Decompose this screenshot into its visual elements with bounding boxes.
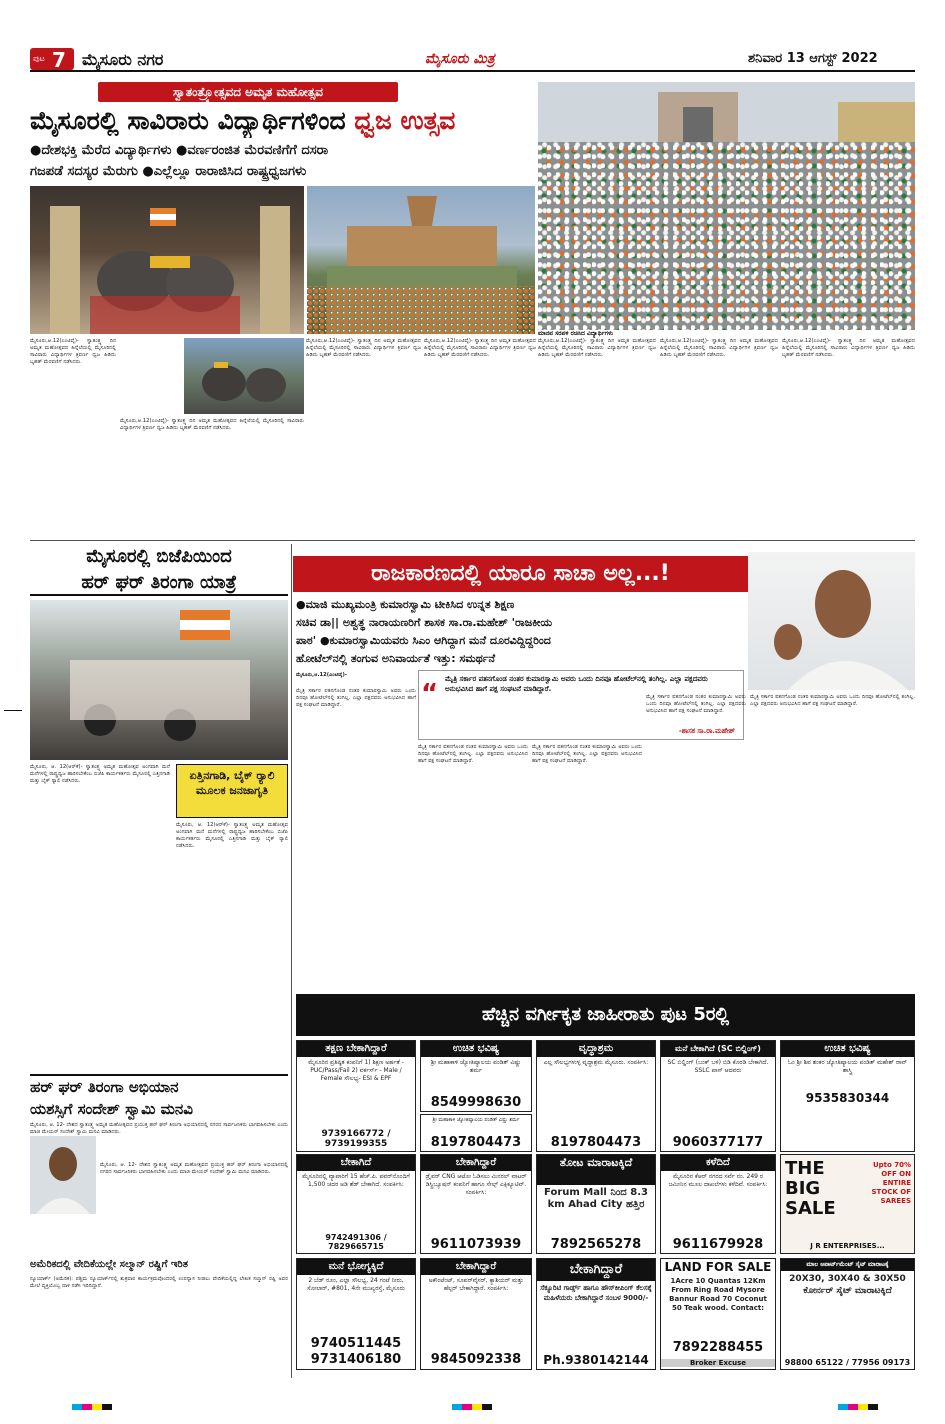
ad-box: [536, 1040, 656, 1152]
bjp-body-col2: ಮೈಸೂರು, ಆ. 12(ಆರ್‌ಕೆ)- ಸ್ವಾತಂತ್ರ್ಯ ಅಮೃತ ಮಹೋತ್ಸವ ಅಂಗವಾಗಿ ಮನೆ ಮನೆಗಳಲ್ಲಿ ರಾಷ್ಟ್ರಧ್ವಜ ಹಾರಿಸಬೇಕೆಂಬ ಬಿಜೆಪಿ ಕಾರ್ಯಕರ್ತರು ಮೈಸೂರಲ್ಲಿ ಎತ್ತಿನಗಾಡಿ ಮತ್ತು ಬೈಕ್ ರ‍್ಯಾಲಿ ನಡೆಸಿದರು.: [176, 822, 288, 849]
ad-body: ಅಕೌಂಟೆಂಟ್, ಸೂಪರ್‌ವೈಸರ್, ಕ್ಯಾಶಿಯರ್ ಮತ್ತು ಹೆಲ್ಪರ್ ಬೇಕಾಗಿದ್ದಾರೆ. ಸಂಪರ್ಕಿಸಿ:: [428, 1277, 524, 1292]
quote-mark-icon: “: [421, 679, 439, 709]
margin-mark: [4, 710, 22, 711]
lead-body-col3: ಮೈಸೂರು,ಆ.12(ಎಂಟಿವೈ)- ಸ್ವಾತಂತ್ರ್ಯ ದಿನ ಅಮೃತ ಮಹೋತ್ಸವದ ಹಿನ್ನೆಲೆಯಲ್ಲಿ ಮೈಸೂರಿನಲ್ಲಿ ಸಾವಿರಾರು ವಿದ್ಯಾರ್ಥಿಗಳ ತ್ರಿವರ್ಣ ಧ್ವಜ ಹಿಡಿದು ಬೃಹತ್ ಮೆರವಣಿಗೆ ನಡೆಸಿದರು.: [306, 338, 421, 358]
ad-body: ಮೈಸೂರಿನ ಕೆಆರ್ ನಗರದ ಸರ್ವೆ ನಂ. 249 ರ ಜಮೀನಿನ ಮೂಲ ದಾಖಲೆಗಳು ಕಳೆದಿವೆ. ಸಂಪರ್ಕಿಸಿ:: [668, 1173, 768, 1188]
classifieds-banner-text: ಹೆಚ್ಚಿನ ವರ್ಗೀಕೃತ ಜಾಹೀರಾತು ಪುಟ 5ರಲ್ಲಿ: [481, 1004, 729, 1025]
palace-photo: [307, 186, 535, 334]
ad-title: ಮಾಲ ಅಪಾರ್ಟ್‌ಮೆಂಟ್ ಸೈಟ್ ಮಾರಾಟಕ್ಕೆ: [781, 1259, 914, 1271]
ad-phone: 7892565278: [550, 1237, 642, 1252]
ad-phone: 9740511445: [310, 1336, 402, 1351]
ad-body: Forum Mall ನಿಂದ 8.3 km Ahad City ಹತ್ತಿರ: [544, 1187, 648, 1210]
palace-gate-illustration: [538, 82, 915, 330]
lead-bullet-line: ಗಜಪಡೆ ಸದಸ್ಯರ ಮೆರುಗು ●ಎಲ್ಲೆಲ್ಲೂ ರಾರಾಜಿಸಿದ ರಾಷ್ಟ್ರಧ್ವಜಗಳು: [30, 164, 307, 179]
ad-title: ಉಚಿತ ಭವಿಷ್ಯ: [421, 1041, 531, 1057]
ad-box: [296, 1258, 416, 1370]
abhiyana-headline: [30, 1074, 288, 1118]
print-color-marks: [452, 1404, 492, 1410]
lead-body-col6: ಮೈಸೂರು,ಆ.12(ಎಂಟಿವೈ)- ಸ್ವಾತಂತ್ರ್ಯ ದಿನ ಅಮೃತ ಮಹೋತ್ಸವದ ಹಿನ್ನೆಲೆಯಲ್ಲಿ ಮೈಸೂರಿನಲ್ಲಿ ಸಾವಿರಾರು ವಿದ್ಯಾರ್ಥಿಗಳ ತ್ರಿವರ್ಣ ಧ್ವಜ ಹಿಡಿದು ಬೃಹತ್ ಮೆರವಣಿಗೆ ನಡೆಸಿದರು.: [660, 338, 778, 358]
politics-headline: [293, 556, 748, 592]
ad-body: ಮೈಸೂರಿನಲ್ಲಿ ವ್ಯಾಪಾರಿಗೆ 15 ಹೆಚ್.ಪಿ. ಪವರ್‌ನೊಂದಿಗೆ 1,500 ಚದರ ಅಡಿ ಶೆಡ್ ಬೇಕಾಗಿದೆ. ಸಂಪರ್ಕಿಸಿ:: [302, 1173, 410, 1188]
big-sale-brand: J R ENTERPRISES...: [810, 1242, 885, 1250]
ad-title: ಬೇಕಾಗಿದ್ದಾರೆ: [537, 1259, 655, 1281]
lead-bullet-line: ●ದೇಶಭಕ್ತಿ ಮೆರೆದ ವಿದ್ಯಾರ್ಥಿಗಳು ●ವರ್ಣರಂಜಿತ ಮೆರವಣಿಗೆಗೆ ದಸರಾ: [30, 143, 329, 158]
ad-title: ಬೇಕಾಗಿದೆ: [297, 1155, 415, 1171]
ad-box: [420, 1114, 532, 1152]
ad-box: [420, 1258, 532, 1370]
elephants-street-illustration: [184, 338, 304, 414]
ad-phone: 9060377177: [672, 1135, 764, 1150]
lead-bullets: [30, 140, 540, 182]
lead-photo-caption: ಮಾನವ ಸರಪಳಿ ರಚಿಸಿದ ವಿದ್ಯಾರ್ಥಿಗಳು: [538, 330, 614, 337]
ad-phone: 9611679928: [672, 1237, 764, 1252]
politics-dateline: ಮೈಸೂರು,ಆ.12(ಎಂಟಿವೈ)-: [296, 672, 348, 678]
ad-phone: 9739166772 / 9739199355: [321, 1129, 391, 1149]
elephant-photo: [30, 186, 304, 334]
ad-phone: Ph.9380142144: [543, 1353, 649, 1367]
politics-quote-author: -ಶಾಸಕ ಸಾ.ರಾ.ಮಹೇಶ್: [678, 727, 735, 735]
ad-phone: 9611073939: [430, 1237, 522, 1252]
abhiyana-body-wrap: ಮೈಸೂರು, ಆ. 12- ದೇಶದ ಸ್ವಾತಂತ್ರ್ಯ ಅಮೃತ ಮಹೋತ್ಸವದ ಪ್ರಯುಕ್ತ ಹರ್ ಘರ್ ತಿರಂಗಾ ಅಭಿಯಾನದಲ್ಲಿ ನಗರದ ಸಾರ್ವಜನಿಕರು ಭಾಗವಹಿಸಬೇಕು ಎಂದು ಮಾಜಿ ಮೇಯರ್ ಸಂದೇಶ್ ಸ್ವಾಮಿ ಮನವಿ ಮಾಡಿದರು.: [100, 1162, 288, 1175]
lead-kicker: [98, 82, 398, 102]
ad-box: [660, 1258, 776, 1370]
salman-headline: [30, 1256, 288, 1274]
ad-box: [780, 1040, 915, 1152]
bjp-headline-line2: ಹರ್ ಘರ್ ತಿರಂಗಾ ಯಾತ್ರೆ: [81, 572, 237, 593]
politics-body-col3: ಮೈತ್ರಿ ಸರ್ಕಾರ ಪತನಗೊಂಡ ನಂತರ ಕುಮಾರಸ್ವಾಮಿ ಅವರು ಒಂದು ದಿನವೂ ಹೋಟೆಲ್‌ನಲ್ಲಿ ತಂಗಿಲ್ಲ. ಎಲ್ಲಾ ಪಕ್ಷದವರು ಅನುಭವಿಸಿದ ಹಾಗೆ ಪಕ್ಷ ಸಂಘಟನೆ ಮಾಡಿದ್ದಾರೆ.: [532, 744, 642, 764]
section-divider: [30, 540, 915, 541]
ad-body: ಮೈಸೂರಿನ ಪ್ರತಿಷ್ಠಿತ ಕಂಪನಿಗೆ 1) ಶಿಕ್ಷಣ ಅರ್ಹತೆ - PUC/Pass/Fail 2) ವರ್ಕರ್ಸ್ - Male / Female ಸೌಲಭ್ಯ- ESI & EPF: [308, 1059, 404, 1082]
ad-box: [420, 1040, 532, 1112]
ad-body: ಶ್ರೀ ಮಹಾಕಾಳಿ ಜ್ಯೋತಿಷ್ಯಾಲಯ ಪಂಡಿತ್ ವಿಷ್ಣು ಶರ್ಮ: [430, 1059, 522, 1074]
politics-bullets: [296, 596, 744, 668]
ad-body: 20X30, 30X40 & 30X50 ಕೋರ್ನರ್ ಸೈಟ್ ಮಾರಾಟಕ್ಕಿದೆ: [789, 1274, 906, 1296]
politics-headline-text: ರಾಜಕಾರಣದಲ್ಲಿ ಯಾರೂ ಸಾಚಾ ಅಲ್ಲ...!: [371, 561, 670, 586]
masthead: [30, 48, 915, 72]
abhiyana-headline-line1: ಹರ್ ಘರ್ ತಿರಂಗಾ ಅಭಿಯಾನ: [30, 1078, 179, 1096]
ad-body: 1Acre 10 Quantas 12Km From Ring Road Mysore Bannur Road 70 Coconut 50 Teak wood. Contact:: [669, 1277, 767, 1312]
ad-phone: 8197804473: [550, 1135, 642, 1150]
ad-title: ಬೇಕಾಗಿದ್ದಾರೆ: [421, 1259, 531, 1275]
lead-body-col5: ಮೈಸೂರು,ಆ.12(ಎಂಟಿವೈ)- ಸ್ವಾತಂತ್ರ್ಯ ದಿನ ಅಮೃತ ಮಹೋತ್ಸವದ ಹಿನ್ನೆಲೆಯಲ್ಲಿ ಮೈಸೂರಿನಲ್ಲಿ ಸಾವಿರಾರು ವಿದ್ಯಾರ್ಥಿಗಳ ತ್ರಿವರ್ಣ ಧ್ವಜ ಹಿಡಿದು ಬೃಹತ್ ಮೆರವಣಿಗೆ ನಡೆಸಿದರು.: [538, 338, 656, 358]
ad-title: ತಕ್ಷಣ ಬೇಕಾಗಿದ್ದಾರೆ: [297, 1041, 415, 1057]
bjp-inset-title: ಏತ್ತಿನಗಾಡಿ, ಬೈಕ್ ರ‍್ಯಾಲಿ ಮೂಲಕ ಜನಜಾಗೃತಿ: [189, 769, 275, 797]
sandesh-swamy-portrait: [30, 1136, 96, 1214]
ad-phone: 98800 65122 / 77956 09173: [784, 1358, 911, 1367]
ad-box: [536, 1258, 656, 1370]
lead-headline-accent: ಧ್ವಜ ಉತ್ಸವ: [354, 106, 456, 135]
lead-body-col2: ಮೈಸೂರು,ಆ.12(ಎಂಟಿವೈ)- ಸ್ವಾತಂತ್ರ್ಯ ದಿನ ಅಮೃತ ಮಹೋತ್ಸವದ ಹಿನ್ನೆಲೆಯಲ್ಲಿ ಮೈಸೂರಿನಲ್ಲಿ ಸಾವಿರಾರು ವಿದ್ಯಾರ್ಥಿಗಳ ತ್ರಿವರ್ಣ ಧ್ವಜ ಹಿಡಿದು ಬೃಹತ್ ಮೆರವಣಿಗೆ ನಡೆಸಿದರು.: [120, 418, 304, 431]
ad-body: ಎಲ್ಲ ಸೌಲಭ್ಯಗಳುಳ್ಳ ವೃದ್ಧಾಶ್ರಮ ಮೈಸೂರು. ಸಂಪರ್ಕಿಸಿ:: [543, 1059, 649, 1066]
bike-rally-illustration: [30, 600, 288, 760]
ad-phone: 8549998630: [430, 1095, 522, 1110]
gajapade-photo: [184, 338, 304, 414]
ad-phone: 7892288455: [672, 1340, 764, 1355]
bike-rally-photo: [30, 600, 288, 760]
section-title: ಮೈಸೂರು ನಗರ: [82, 50, 164, 69]
page-label: ಪುಟ: [33, 54, 45, 63]
politics-body-col1: ಮೈತ್ರಿ ಸರ್ಕಾರ ಪತನಗೊಂಡ ನಂತರ ಕುಮಾರಸ್ವಾಮಿ ಅವರು ಒಂದು ದಿನವೂ ಹೋಟೆಲ್‌ನಲ್ಲಿ ತಂಗಿಲ್ಲ. ಎಲ್ಲಾ ಪಕ್ಷದವರು ಅನುಭವಿಸಿದ ಹಾಗೆ ಪಕ್ಷ ಸಂಘಟನೆ ಮಾಡಿದ್ದಾರೆ.: [296, 688, 416, 708]
ad-box: [420, 1154, 532, 1254]
politics-bullet-line: ಪಾಠ' ●ಕುಮಾರಸ್ವಾಮಿಯವರು ಸಿಎಂ ಆಗಿದ್ದಾಗ ಮನೆ ದೂರವಿದ್ದಿದ್ದರಿಂದ: [296, 634, 551, 647]
salman-body: ನ್ಯೂಯಾರ್ಕ್ (ಅಮೆರಿಕ): ಪಶ್ಚಿಮ ನ್ಯೂಯಾರ್ಕ್‌ನಲ್ಲಿ ಶುಕ್ರವಾರ ಕಾರ್ಯಕ್ರಮವೊಂದರಲ್ಲಿ ಉಪನ್ಯಾಸ ನೀಡಲು ವೇದಿಕೆಯಲ್ಲಿದ್ದ ಲೇಖಕ ಸಲ್ಮಾನ್ ರಷ್ದಿ ಅವರ ಮೇಲೆ ವ್ಯಕ್ತಿಯೊಬ್ಬ ದಾಳಿ ನಡೆಸಿ ಇರಿದಿದ್ದಾನೆ.: [30, 1276, 288, 1289]
ad-body: 2 ಬೆಡ್ ರೂಂ, ಎಲ್ಲಾ ಸೌಲಭ್ಯ, 24 ಗಂಟೆ ನೀರು, ಸೋಲಾರ್, #801, 4ನೇ ಮುಖ್ಯರಸ್ತೆ, ಮೈಸೂರು: [307, 1277, 405, 1292]
ad-box: [536, 1154, 656, 1254]
politics-body-col4: ಮೈತ್ರಿ ಸರ್ಕಾರ ಪತನಗೊಂಡ ನಂತರ ಕುಮಾರಸ್ವಾಮಿ ಅವರು ಒಂದು ದಿನವೂ ಹೋಟೆಲ್‌ನಲ್ಲಿ ತಂಗಿಲ್ಲ. ಎಲ್ಲಾ ಪಕ್ಷದವರು ಅನುಭವಿಸಿದ ಹಾಗೆ ಪಕ್ಷ ಸಂಘಟನೆ ಮಾಡಿದ್ದಾರೆ.: [646, 694, 746, 714]
politics-body-col5: ಮೈತ್ರಿ ಸರ್ಕಾರ ಪತನಗೊಂಡ ನಂತರ ಕುಮಾರಸ್ವಾಮಿ ಅವರು ಒಂದು ದಿನವೂ ಹೋಟೆಲ್‌ನಲ್ಲಿ ತಂಗಿಲ್ಲ. ಎಲ್ಲಾ ಪಕ್ಷದವರು ಅನುಭವಿಸಿದ ಹಾಗೆ ಪಕ್ಷ ಸಂಘಟನೆ ಮಾಡಿದ್ದಾರೆ.: [750, 694, 915, 707]
mahesh-portrait: [748, 552, 915, 690]
bjp-headline-line1: ಮೈಸೂರಲ್ಲಿ ಬಿಜೆಪಿಯಿಂದ: [86, 546, 232, 567]
speaker-illustration: [748, 552, 915, 690]
politics-bullet-line: ●ಮಾಜಿ ಮುಖ್ಯಮಂತ್ರಿ ಕುಮಾರಸ್ವಾಮಿ ಟೀಕಿಸಿದ ಉನ್ನತ ಶಿಕ್ಷಣ: [296, 598, 515, 611]
ad-body: ಸೆಕ್ಯೂರಿಟಿ ಗಾರ್ಡ್ಸ್ ಹಾಗೂ ಹೌಸ್‌ಕೀಪಿಂಗ್ ಕೆಲಸಕ್ಕೆ ಮಹಿಳೆಯರು ಬೇಕಾಗಿದ್ದಾರೆ ಸಂಬಳ 9000/-: [540, 1284, 652, 1302]
ad-phone: 9731406180: [310, 1352, 402, 1367]
big-sale-title: THE BIG SALE: [785, 1158, 836, 1219]
ad-phone: 9742491306 / 7829665715: [325, 1233, 387, 1251]
salman-headline-text: ಅಮೆರಿಕದಲ್ಲಿ ವೇದಿಕೆಯಲ್ಲೇ ಸಲ್ಮಾನ್ ರಷ್ದಿಗೆ ಇರಿತ: [30, 1259, 188, 1270]
ad-body: ಶ್ರೀ ಮಹಾಕಾಳಿ ಜ್ಯೋತಿಷ್ಯಾಲಯ ಪಂಡಿತ್ ವಿಷ್ಣು ಶರ್ಮ: [432, 1117, 520, 1123]
politics-body-col2: ಮೈತ್ರಿ ಸರ್ಕಾರ ಪತನಗೊಂಡ ನಂತರ ಕುಮಾರಸ್ವಾಮಿ ಅವರು ಒಂದು ದಿನವೂ ಹೋಟೆಲ್‌ನಲ್ಲಿ ತಂಗಿಲ್ಲ. ಎಲ್ಲಾ ಪಕ್ಷದವರು ಅನುಭವಿಸಿದ ಹಾಗೆ ಪಕ್ಷ ಸಂಘಟನೆ ಮಾಡಿದ್ದಾರೆ.: [418, 744, 528, 764]
ad-title: ವೃದ್ಧಾಶ್ರಮ: [537, 1041, 655, 1057]
column-divider: [291, 544, 292, 1378]
lead-body-col4: ಮೈಸೂರು,ಆ.12(ಎಂಟಿವೈ)- ಸ್ವಾತಂತ್ರ್ಯ ದಿನ ಅಮೃತ ಮಹೋತ್ಸವದ ಹಿನ್ನೆಲೆಯಲ್ಲಿ ಮೈಸೂರಿನಲ್ಲಿ ಸಾವಿರಾರು ವಿದ್ಯಾರ್ಥಿಗಳ ತ್ರಿವರ್ಣ ಧ್ವಜ ಹಿಡಿದು ಬೃಹತ್ ಮೆರವಣಿಗೆ ನಡೆಸಿದರು.: [424, 338, 536, 358]
classifieds-banner: [296, 994, 915, 1036]
abhiyana-body: ಮೈಸೂರು, ಆ. 12- ದೇಶದ ಸ್ವಾತಂತ್ರ್ಯ ಅಮೃತ ಮಹೋತ್ಸವದ ಪ್ರಯುಕ್ತ ಹರ್ ಘರ್ ತಿರಂಗಾ ಅಭಿಯಾನದಲ್ಲಿ ನಗರದ ಸಾರ್ವಜನಿಕರು ಭಾಗವಹಿಸಬೇಕು ಎಂದು ಮಾಜಿ ಮೇಯರ್ ಸಂದೇಶ್ ಸ್ವಾಮಿ ಮನವಿ ಮಾಡಿದರು.: [30, 1122, 288, 1135]
paper-name: ಮೈಸೂರು ಮಿತ್ರ: [425, 51, 495, 67]
ad-note: Broker Excuse: [661, 1359, 775, 1367]
elephant-illustration: [30, 186, 304, 334]
politics-quote-text: ಮೈತ್ರಿ ಸರ್ಕಾರ ಪತನಗೊಂಡ ನಂತರ ಕುಮಾರಸ್ವಾಮಿ ಅವರು ಒಂದು ದಿನವೂ ಹೋಟೆಲ್‌ನಲ್ಲಿ ತಂಗಿಲ್ಲ. ಎಲ್ಲಾ ಪಕ್ಷದವರು ಅನುಭವಿಸಿದ ಹಾಗೆ ಪಕ್ಷ ಸಂಘಟನೆ ಮಾಡಿದ್ದಾರೆ.: [445, 675, 708, 693]
ad-box: [780, 1258, 915, 1370]
page-number-badge: [30, 48, 74, 70]
ad-title: ಉಚಿತ ಭವಿಷ್ಯ: [781, 1041, 914, 1057]
print-color-marks: [838, 1404, 878, 1410]
ad-title: ಮನೆ ಭೋಗ್ಯಕ್ಕಿದೆ: [297, 1259, 415, 1275]
bjp-headline: [30, 544, 288, 596]
print-color-marks: [72, 1404, 112, 1410]
bjp-body-col1: ಮೈಸೂರು, ಆ. 12(ಆರ್‌ಕೆ)- ಸ್ವಾತಂತ್ರ್ಯ ಅಮೃತ ಮಹೋತ್ಸವ ಅಂಗವಾಗಿ ಮನೆ ಮನೆಗಳಲ್ಲಿ ರಾಷ್ಟ್ರಧ್ವಜ ಹಾರಿಸಬೇಕೆಂಬ ಬಿಜೆಪಿ ಕಾರ್ಯಕರ್ತರು ಮೈಸೂರಲ್ಲಿ ಎತ್ತಿನಗಾಡಿ ಮತ್ತು ಬೈಕ್ ರ‍್ಯಾಲಿ ನಡೆಸಿದರು.: [30, 764, 170, 784]
ad-title: ಕಳೆದಿದೆ: [661, 1155, 775, 1171]
page-number: 7: [52, 48, 66, 72]
big-sale-body: Upto 70% OFF ON ENTIRE STOCK OF SAREES: [871, 1161, 911, 1205]
big-sale-ad: [780, 1154, 915, 1254]
lead-body-col7: ಮೈಸೂರು,ಆ.12(ಎಂಟಿವೈ)- ಸ್ವಾತಂತ್ರ್ಯ ದಿನ ಅಮೃತ ಮಹೋತ್ಸವದ ಹಿನ್ನೆಲೆಯಲ್ಲಿ ಮೈಸೂರಿನಲ್ಲಿ ಸಾವಿರಾರು ವಿದ್ಯಾರ್ಥಿಗಳ ತ್ರಿವರ್ಣ ಧ್ವಜ ಹಿಡಿದು ಬೃಹತ್ ಮೆರವಣಿಗೆ ನಡೆಸಿದರು.: [782, 338, 915, 358]
ad-body: SC ಬಿಲ್ಡಿಂಗ್ (ಬಂಕ್ ಬಳಿ) ಬಿಡಿ ಕೊಠಡಿ ಬೇಕಾಗಿದೆ. SSLC ಪಾಸ್ ಆದವರು: [667, 1059, 769, 1074]
ad-body: ಡ್ರೈವರ್ CNG ಆಟೋ ಓಡಿಸಲು ಮಿನರಲ್ ವಾಟರ್ ಡಿಸ್ಟ್ರಿಬ್ಯೂಷನ್ ಕಂಪನಿಗೆ ಹಾಗೂ ಸೇಲ್ಸ್ ಎಕ್ಸಿಕ್ಯೂಟಿವ್. ಸಂಪರ್ಕಿಸಿ:: [425, 1173, 527, 1196]
ad-phone: 9845092338: [430, 1352, 522, 1367]
ad-title: LAND FOR SALE: [661, 1259, 775, 1275]
ad-box: [660, 1040, 776, 1152]
lead-body-col1: ಮೈಸೂರು,ಆ.12(ಎಂಟಿವೈ)- ಸ್ವಾತಂತ್ರ್ಯ ದಿನ ಅಮೃತ ಮಹೋತ್ಸವದ ಹಿನ್ನೆಲೆಯಲ್ಲಿ ಮೈಸೂರಿನಲ್ಲಿ ಸಾವಿರಾರು ವಿದ್ಯಾರ್ಥಿಗಳ ತ್ರಿವರ್ಣ ಧ್ವಜ ಹಿಡಿದು ಬೃಹತ್ ಮೆರವಣಿಗೆ ನಡೆಸಿದರು.: [30, 338, 116, 365]
ad-title: ಬೇಕಾಗಿದ್ದಾರೆ: [421, 1155, 531, 1171]
ad-phone: 9535830344: [805, 1091, 890, 1105]
lead-kicker-text: ಸ್ವಾತಂತ್ರ್ಯೋತ್ಸವದ ಅಮೃತ ಮಹೋತ್ಸವ: [173, 85, 323, 99]
ad-box: [296, 1154, 416, 1254]
politics-bullet-line: ಸಚಿವ ಡಾ|| ಅಶ್ವತ್ಥ ನಾರಾಯಣರಿಗೆ ಶಾಸಕ ಸಾ.ರಾ.ಮಹೇಶ್ 'ರಾಜಕೀಯ: [296, 616, 553, 629]
ad-phone: 8197804473: [430, 1135, 522, 1150]
ad-box: [296, 1040, 416, 1152]
lead-headline-main: ಮೈಸೂರಲ್ಲಿ ಸಾವಿರಾರು ವಿದ್ಯಾರ್ಥಿಗಳಿಂದ: [30, 106, 355, 135]
lead-headline: [30, 104, 550, 138]
bjp-inset-box: [176, 764, 288, 818]
ad-body: ಓಂ ಶ್ರೀ ಶಿವ ಶಂಕರ ಜ್ಯೋತಿಷ್ಯಾಲಯ ಪಂಡಿತ್ ಮಹೇಶ್ ರಾವ್ ಶಾಸ್ತ್ರಿ: [787, 1059, 908, 1074]
edition-date: ಶನಿವಾರ 13 ಆಗಸ್ಟ್ 2022: [748, 51, 878, 66]
ad-title: ತೋಟ ಮಾರಾಟಕ್ಕಿದೆ: [537, 1155, 655, 1185]
abhiyana-headline-line2: ಯಶಸ್ಸಿಗೆ ಸಂದೇಶ್ ಸ್ವಾಮಿ ಮನವಿ: [30, 1100, 193, 1118]
person-illustration: [30, 1136, 96, 1214]
palace-illustration: [307, 186, 535, 334]
students-rally-photo: [538, 82, 915, 330]
ad-title: ಮನೆ ಬೇಕಾಗಿದೆ (SC ಬಿಲ್ಡಿಂಗ್): [661, 1041, 775, 1057]
politics-bullet-line: ಹೋಟೆಲ್‌ನಲ್ಲಿ ತಂಗುವ ಅನಿವಾರ್ಯತೆ ಇತ್ತು: ಸಮರ್ಥನೆ: [296, 652, 496, 665]
ad-box: [660, 1154, 776, 1254]
